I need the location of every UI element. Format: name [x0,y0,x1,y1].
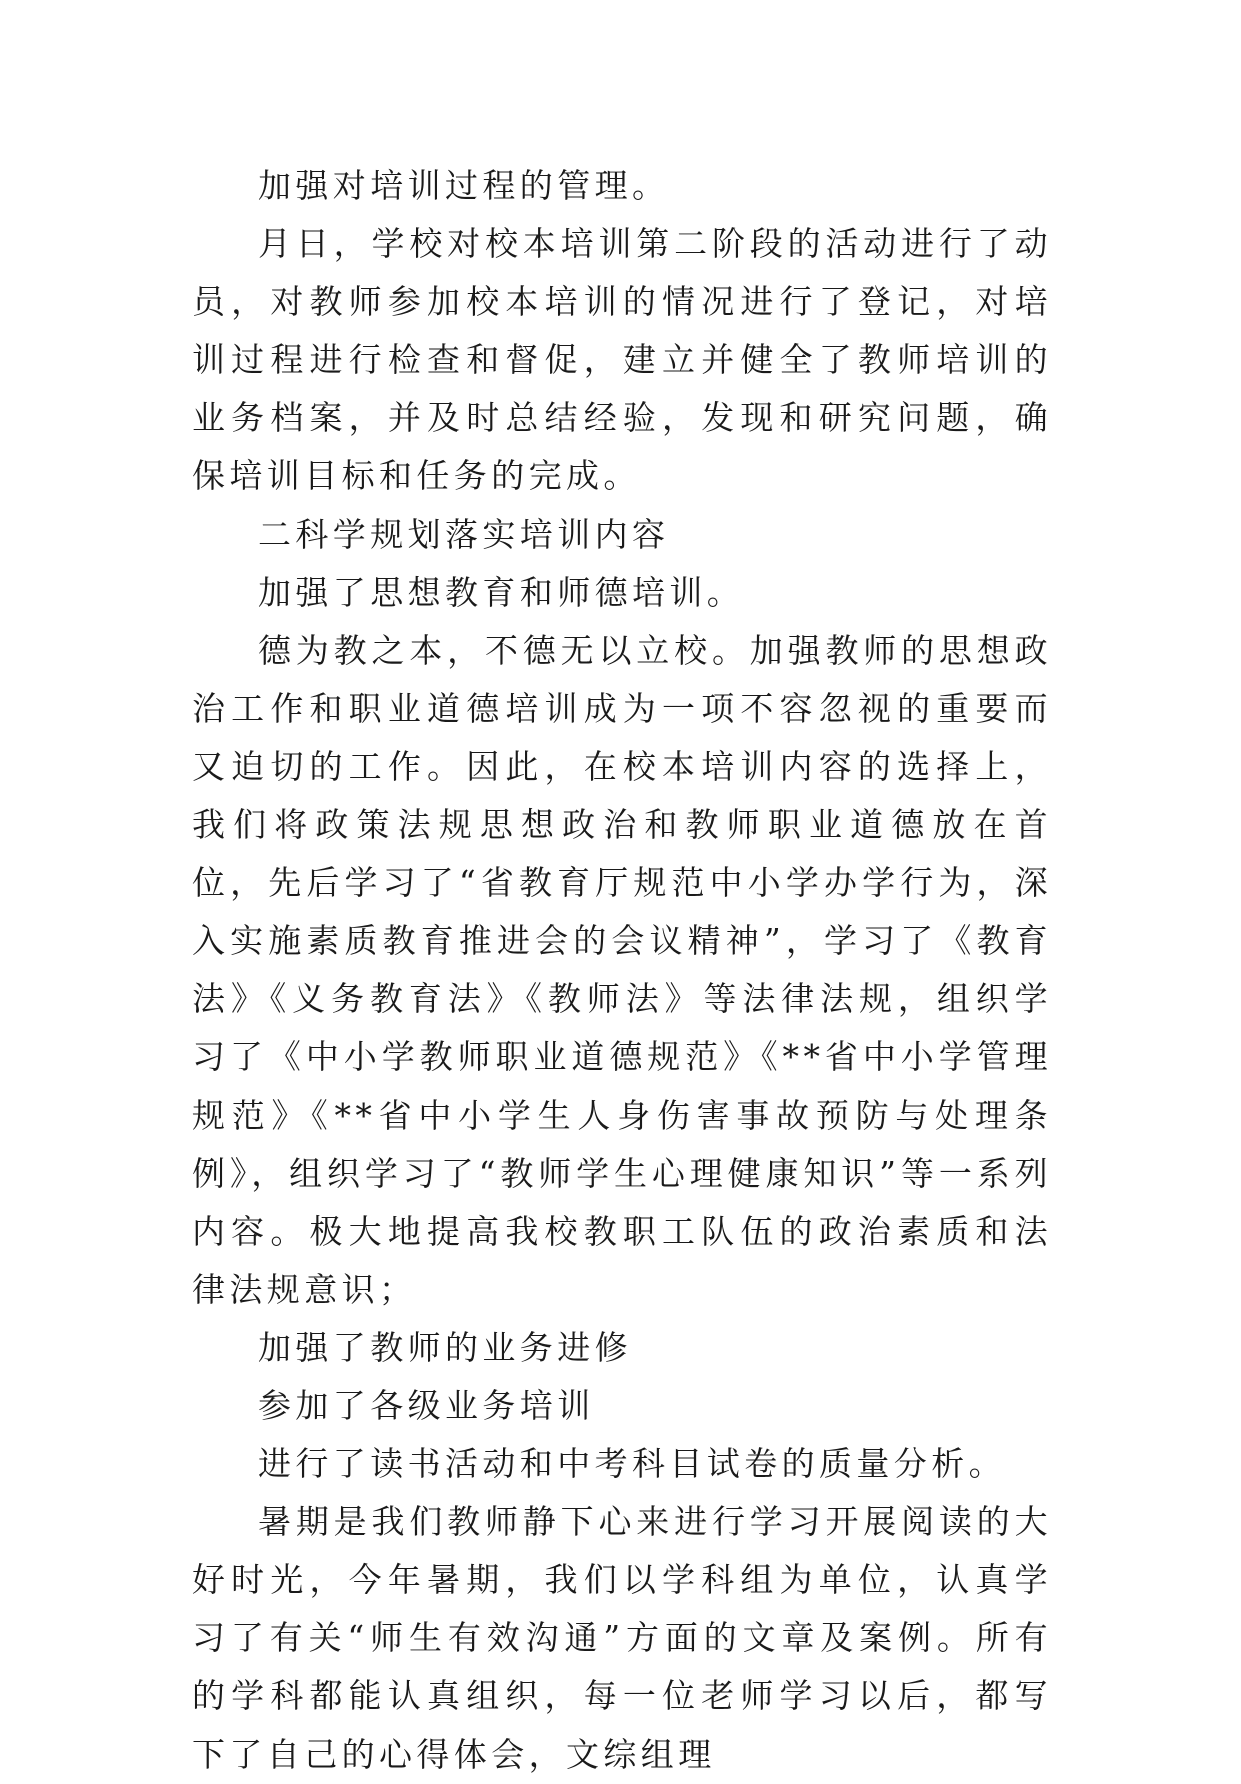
paragraph-ethics-training: 加强了思想教育和师德培训。 [258,572,745,612]
heading-section-two: 二科学规划落实培训内容 [258,514,670,554]
paragraph-summer-study: 暑期是我们教师静下心来进行学习开展阅读的大好时光，今年暑期，我们以学科组为单位，认真学习了有关“师生有效沟通”方面的文章及案例。所有的学科都能认真组织，每一位老师学习以后，都写下了自己的心得体会，文综组理 [192,1502,1052,1774]
paragraph-reading-activity: 进行了读书活动和中考科目试卷的质量分析。 [258,1444,1006,1484]
paragraph-training-management: 加强对培训过程的管理。 [258,166,670,205]
paragraph-training-participation: 参加了各级业务培训 [258,1385,595,1425]
document-body [192,157,1052,1784]
paragraph-mobilization: 月日，学校对校本培训第二阶段的活动进行了动员，对教师参加校本培训的情况进行了登记，对培训过程进行检查和督促，建立并健全了教师培训的业务档案，并及时总结经验，发现和研究问题，确保培训目标和任务的完成。 [192,224,1052,496]
paragraph-professional-development: 加强了教师的业务进修 [258,1327,632,1367]
paragraph-moral-education: 德为教之本，不德无以立校。加强教师的思想政治工作和职业道德培训成为一项不容忽视的重要而又迫切的工作。因此，在校本培训内容的选择上，我们将政策法规思想政治和教师职业道德放在首位，先后学习了“省教育厅规范中小学办学行为，深入实施素质教育推进会的会议精神”，学习了《教育法》《义务教育法》《教师法》等法律法规，组织学习了《中小学教师职业道德规范》《**省中小学管理规范》《**省中小学生人身伤害事故预防与处理条例》，组织学习了“教师学生心理健康知识”等一系列内容。极大地提高我校教职工队伍的政治素质和法律法规意识； [192,630,1052,1309]
